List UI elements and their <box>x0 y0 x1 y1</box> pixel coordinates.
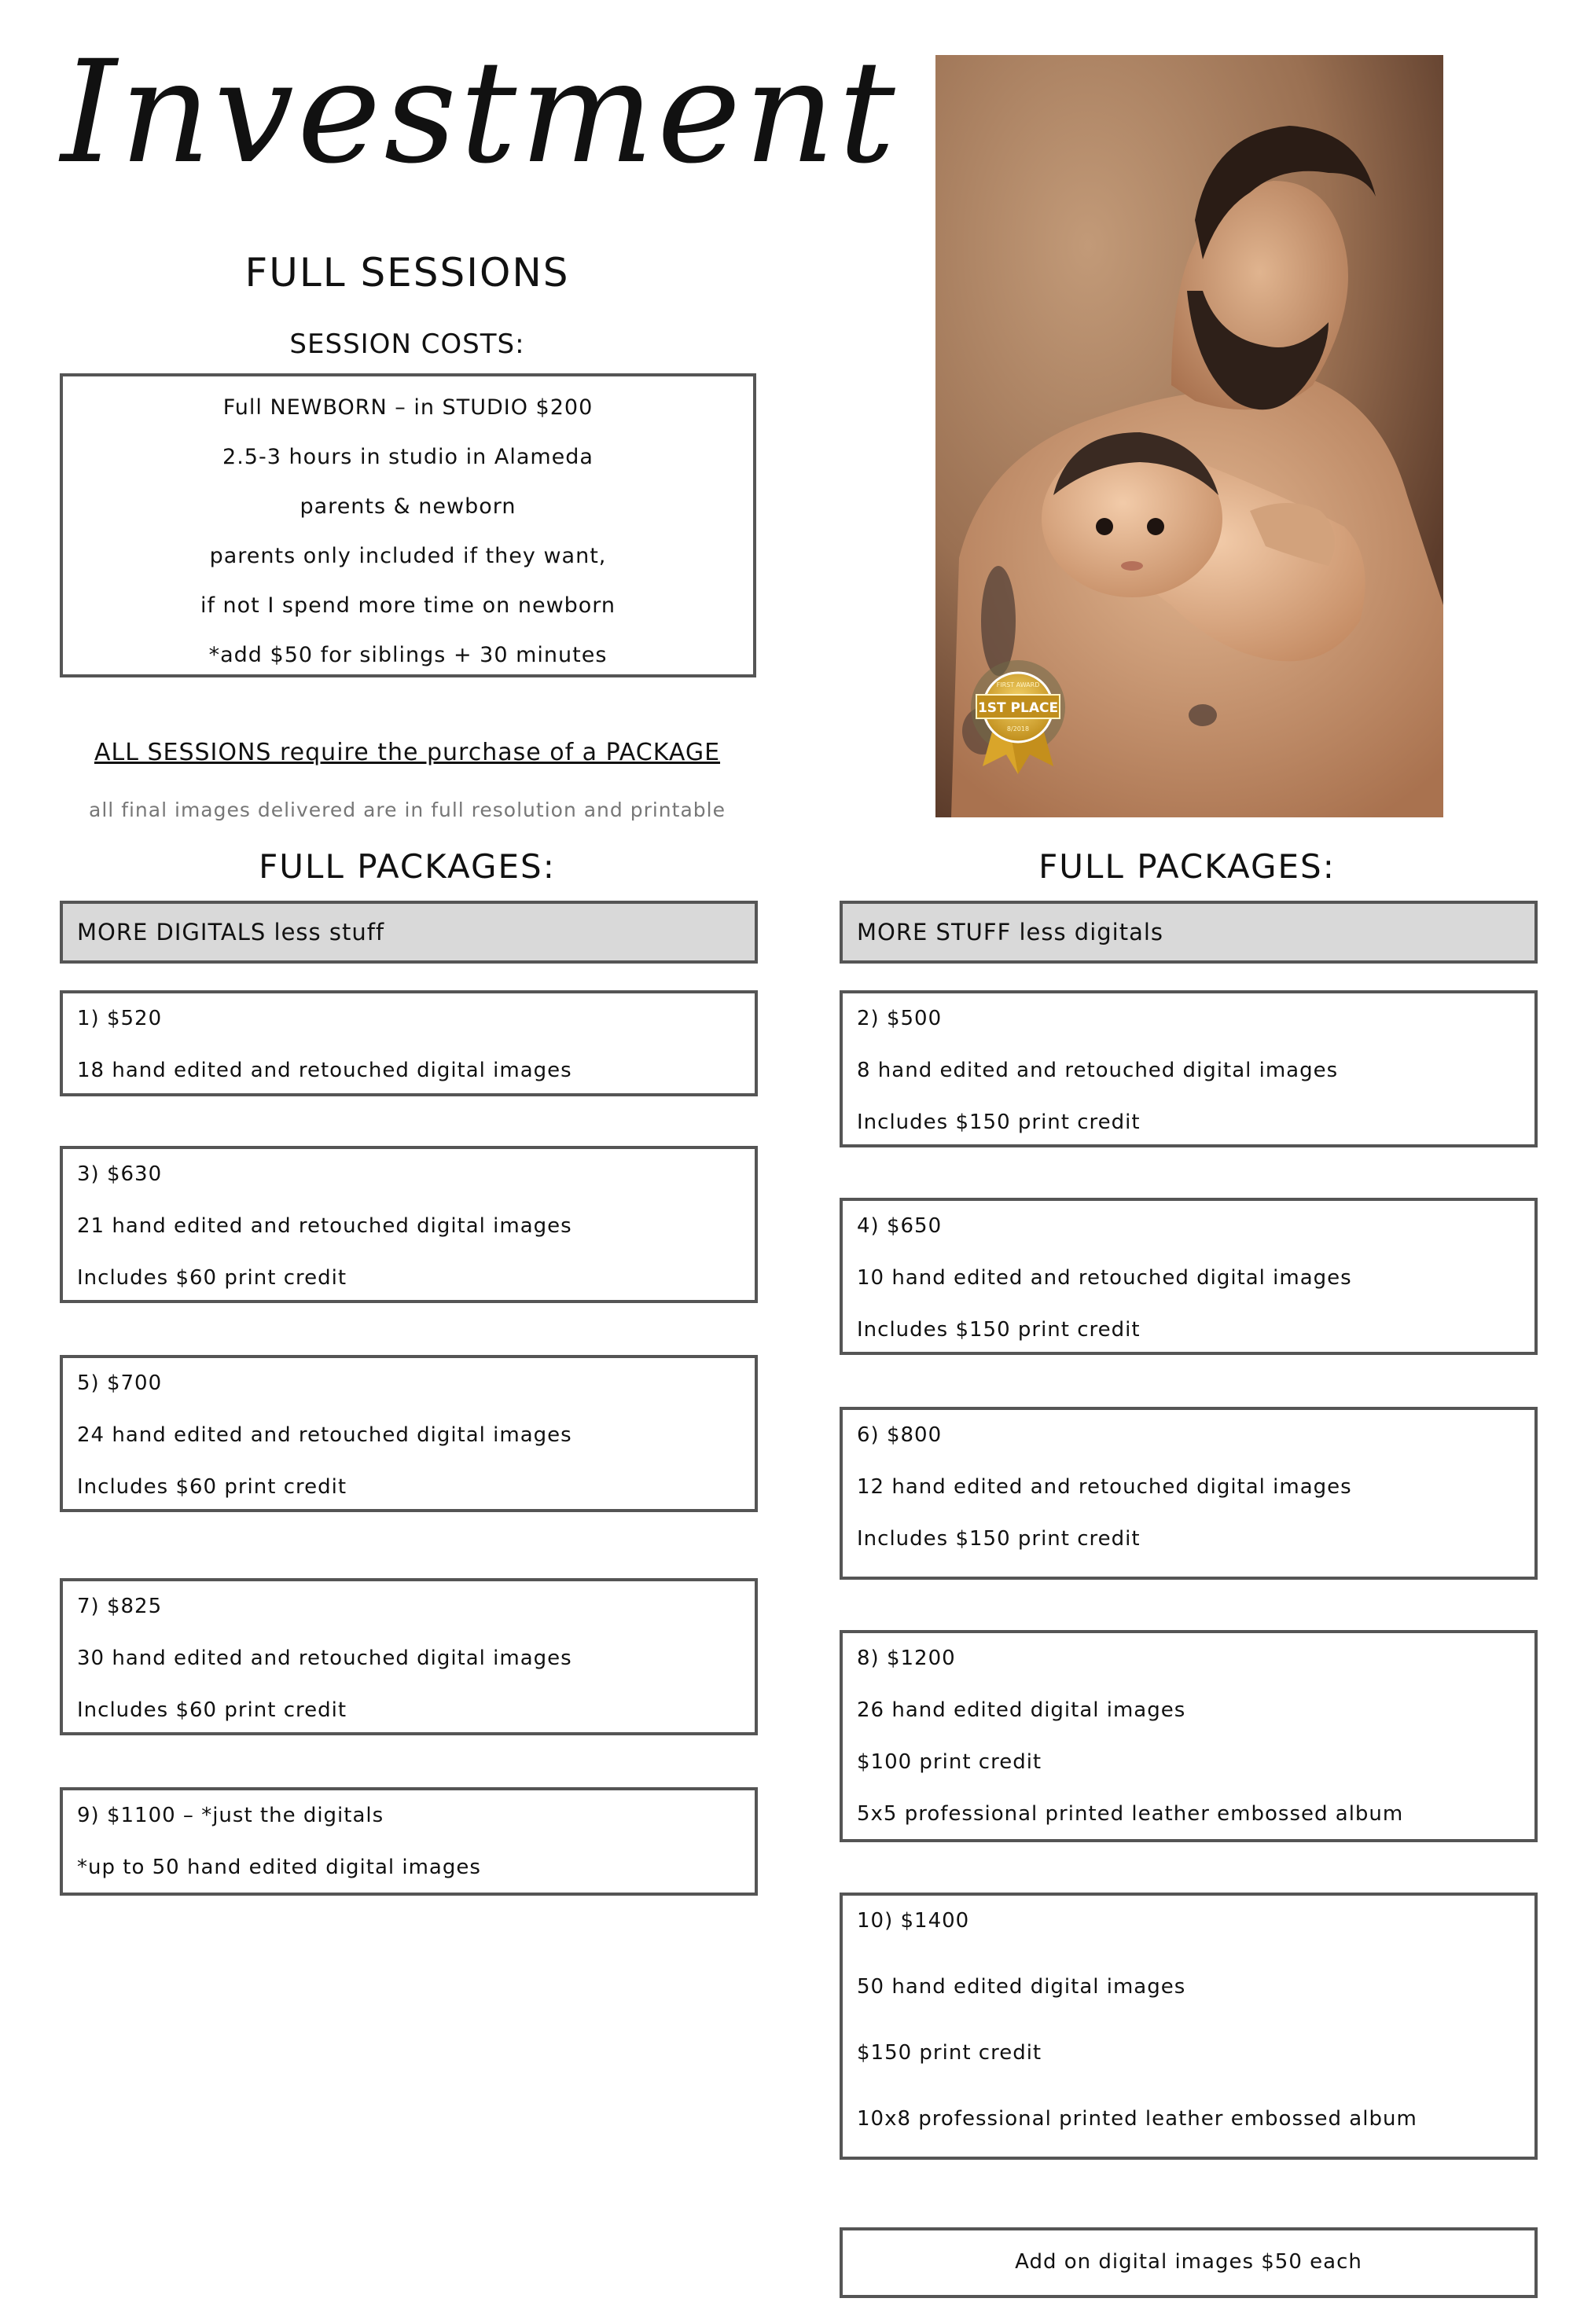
package-line: $150 print credit <box>857 2041 1042 2065</box>
badge-text: 1ST PLACE <box>977 700 1059 716</box>
father-newborn-photo <box>935 55 1443 817</box>
session-line: Full NEWBORN – in STUDIO $200 <box>222 395 594 420</box>
package-8 <box>840 1630 1538 1842</box>
package-line: 24 hand edited and retouched digital images <box>77 1423 572 1447</box>
package-line: 5x5 professional printed leather embossed album <box>857 1802 1404 1826</box>
package-line: Includes $150 print credit <box>857 1111 1141 1134</box>
photo-illustration <box>935 55 1443 817</box>
full-sessions-heading: FULL SESSIONS <box>244 250 570 296</box>
package-line: 50 hand edited digital images <box>857 1975 1186 1999</box>
package-line: Includes $150 print credit <box>857 1527 1141 1551</box>
package-line: 10 hand edited and retouched digital images <box>857 1266 1352 1290</box>
package-line: Includes $150 print credit <box>857 1318 1141 1342</box>
package-4 <box>840 1198 1538 1355</box>
package-line: 10x8 professional printed leather embossed album <box>857 2107 1417 2131</box>
package-10 <box>840 1893 1538 2160</box>
package-6 <box>840 1407 1538 1580</box>
package-line: Includes $60 print credit <box>77 1698 347 1722</box>
package-line: *up to 50 hand edited digital images <box>77 1856 481 1879</box>
badge-date-text: 8/2018 <box>1006 725 1030 732</box>
package-1 <box>60 990 758 1096</box>
package-line: 8 hand edited and retouched digital images <box>857 1059 1339 1082</box>
package-line: 30 hand edited and retouched digital images <box>77 1647 572 1670</box>
package-title: 6) $800 <box>857 1423 943 1447</box>
package-title: 9) $1100 – *just the digitals <box>77 1804 384 1827</box>
investment-title-text: Investment <box>61 31 899 195</box>
session-costs-heading: SESSION COSTS: <box>289 329 525 360</box>
session-line: if not I spend more time on newborn <box>200 593 616 618</box>
package-title: 1) $520 <box>77 1007 163 1030</box>
session-line: parents & newborn <box>300 494 516 519</box>
investment-title <box>61 31 899 212</box>
package-line: Includes $60 print credit <box>77 1266 347 1290</box>
resolution-notice: all final images delivered are in full resolution and printable <box>89 799 726 821</box>
package-5 <box>60 1355 758 1512</box>
package-title: 7) $825 <box>77 1595 163 1618</box>
package-title: 5) $700 <box>77 1371 163 1395</box>
package-3 <box>60 1146 758 1303</box>
package-2 <box>840 990 1538 1147</box>
package-title: 4) $650 <box>857 1214 943 1238</box>
left-packages-heading: FULL PACKAGES: <box>259 847 556 886</box>
package-title: 10) $1400 <box>857 1909 970 1933</box>
session-line: 2.5-3 hours in studio in Alameda <box>222 445 594 469</box>
package-line: $100 print credit <box>857 1750 1042 1774</box>
package-title: 2) $500 <box>857 1007 943 1030</box>
package-title: 3) $630 <box>77 1162 163 1186</box>
package-title: 8) $1200 <box>857 1647 956 1670</box>
addon-digital-images: Add on digital images $50 each <box>840 2227 1538 2298</box>
session-costs-box <box>60 373 756 677</box>
package-line: 18 hand edited and retouched digital images <box>77 1059 572 1082</box>
more-stuff-label: MORE STUFF less digitals <box>840 901 1538 964</box>
right-packages-heading: FULL PACKAGES: <box>1038 847 1336 886</box>
badge-top-text: FIRST AWARD <box>996 681 1040 688</box>
package-7 <box>60 1578 758 1735</box>
package-line: 21 hand edited and retouched digital images <box>77 1214 572 1238</box>
package-required-notice: ALL SESSIONS require the purchase of a PACKAGE <box>94 739 721 766</box>
package-line: 12 hand edited and retouched digital images <box>857 1475 1352 1499</box>
package-line: Includes $60 print credit <box>77 1475 347 1499</box>
package-line: 26 hand edited digital images <box>857 1698 1186 1722</box>
session-line: parents only included if they want, <box>209 544 607 568</box>
package-9 <box>60 1787 758 1896</box>
session-line: *add $50 for siblings + 30 minutes <box>208 643 608 667</box>
more-digitals-label: MORE DIGITALS less stuff <box>60 901 758 964</box>
